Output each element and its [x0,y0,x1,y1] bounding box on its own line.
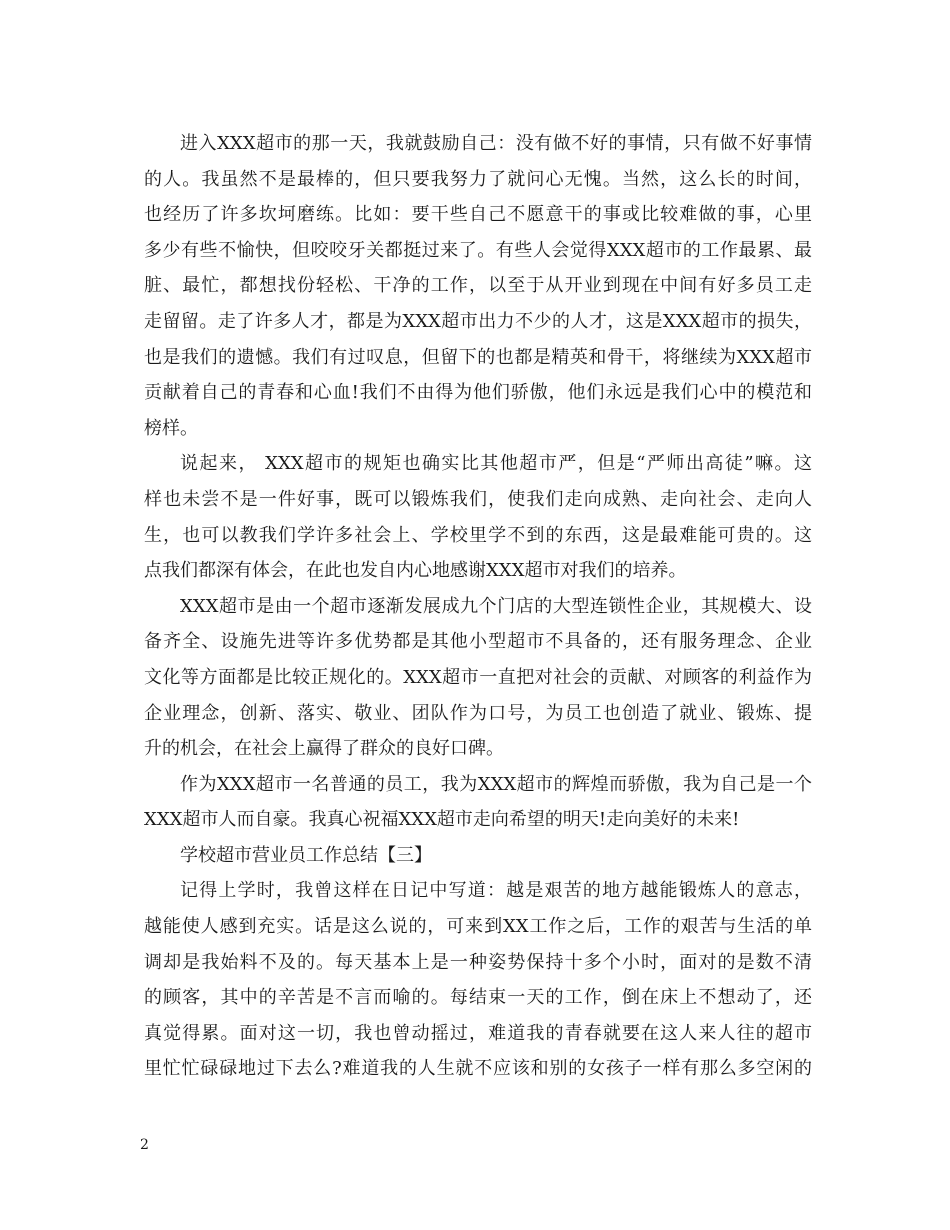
text-line: 里忙忙碌碌地过下去么?难道我的人生就不应该和别的女孩子一样有那么多空闲的 [144,1058,812,1080]
text-line: 的人。我虽然不是最棒的，但只要我努力了就问心无愧。当然，这么长的时间， [144,168,812,190]
text-line: 贡献着自己的青春和心血!我们不由得为他们骄傲，他们永远是我们心中的模范和 [144,382,812,404]
text-line: 生，也可以教我们学许多社会上、学校里学不到的东西，这是最难能可贵的。这 [144,524,812,546]
text-line: 的顾客，其中的辛苦是不言而喻的。每结束一天的工作，倒在床上不想动了，还 [144,987,812,1009]
text-line: 越能使人感到充实。话是这么说的，可来到XX工作之后，工作的艰苦与生活的单 [144,916,812,938]
page-number: 2 [140,1137,149,1153]
text-line: 企业理念，创新、落实、敬业、团队作为口号，为员工也创造了就业、锻炼、提 [144,702,812,724]
text-line: XXX超市是由一个超市逐渐发展成九个门店的大型连锁性企业，其规模大、设 [180,595,812,617]
text-line: 升的机会，在社会上赢得了群众的良好口碑。 [144,738,504,760]
text-line: 多少有些不愉快，但咬咬牙关都挺过来了。有些人会觉得XXX超市的工作最累、最 [144,239,812,261]
text-line: 也经历了许多坎坷磨练。比如：要干些自己不愿意干的事或比较难做的事，心里 [144,204,812,226]
text-line: 榜样。 [144,417,198,439]
text-line: 记得上学时，我曾这样在日记中写道：越是艰苦的地方越能锻炼人的意志， [180,880,812,902]
text-line: 也是我们的遗憾。我们有过叹息，但留下的也都是精英和骨干，将继续为XXX超市 [144,346,812,368]
document-body [144,126,812,1087]
text-line: 进入XXX超市的那一天，我就鼓励自己：没有做不好的事情，只有做不好事情 [180,133,812,154]
text-line: XXX超市人而自豪。我真心祝福XXX超市走向希望的明天!走向美好的未来! [144,809,740,831]
text-line: 学校超市营业员工作总结【三】 [180,844,432,866]
text-line: 文化等方面都是比较正规化的。XXX超市一直把对社会的贡献、对顾客的利益作为 [144,666,812,688]
text-line: 调却是我始料不及的。每天基本上是一种姿势保持十多个小时，面对的是数不清 [144,951,812,973]
text-line: 真觉得累。面对这一切，我也曾动摇过，难道我的青春就要在这人来人往的超市 [144,1022,812,1044]
text-line: 脏、最忙，都想找份轻松、干净的工作，以至于从开业到现在中间有好多员工走 [144,275,812,297]
text-line: 走留留。走了许多人才，都是为XXX超市出力不少的人才，这是XXX超市的损失， [144,310,812,332]
text-line: 说起来， XXX超市的规矩也确实比其他超市严，但是“严师出高徒”嘛。这 [180,453,812,475]
text-line: 样也未尝不是一件好事，既可以锻炼我们，使我们走向成熟、走向社会、走向人 [144,488,812,510]
text-line: 作为XXX超市一名普通的员工，我为XXX超市的辉煌而骄傲，我为自己是一个 [180,773,812,795]
text-line: 备齐全、设施先进等许多优势都是其他小型超市不具备的，还有服务理念、企业 [144,631,812,653]
text-line: 点我们都深有体会，在此也发自内心地感谢XXX超市对我们的培养。 [144,560,687,582]
